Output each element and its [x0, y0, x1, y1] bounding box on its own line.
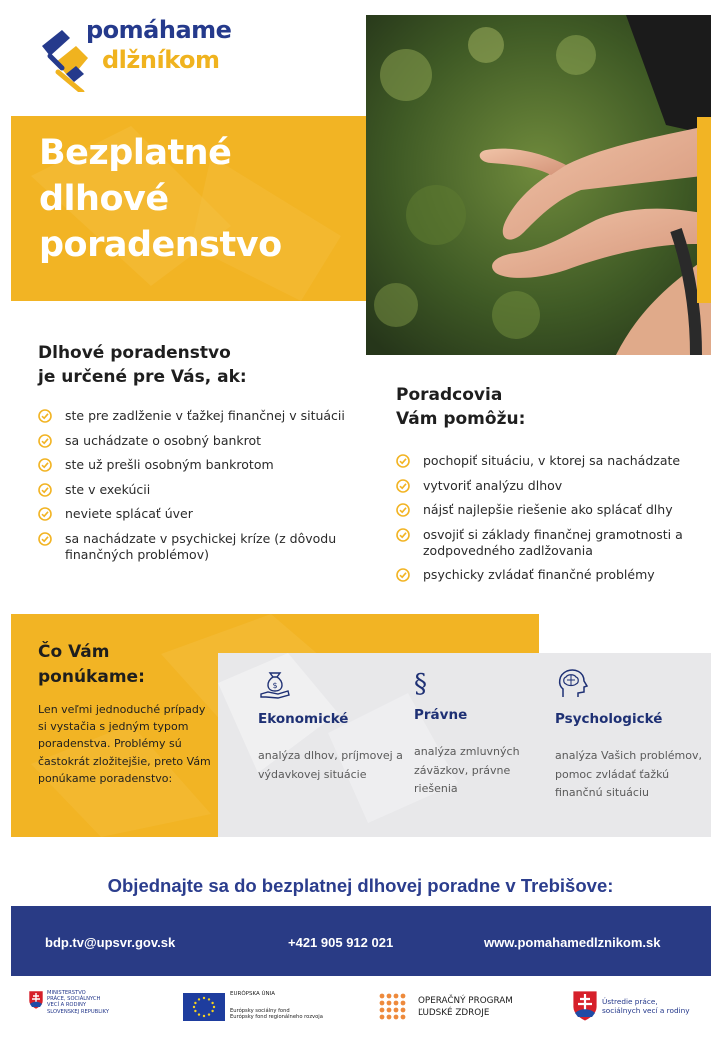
eligibility-title	[38, 341, 338, 389]
check-circle-icon	[396, 528, 410, 542]
hero-title-line: poradenstvo	[39, 225, 282, 265]
contact-bar	[11, 906, 711, 976]
list-item	[396, 502, 706, 518]
check-circle-icon	[38, 458, 52, 472]
advisors-title	[396, 383, 646, 431]
service-heading: Psychologické	[555, 711, 663, 727]
op-name-line: ĽUDSKÉ ZDROJE	[418, 1008, 490, 1018]
list-item-text: sa nachádzate v psychickej kríze (z dôvodu finančných problémov)	[65, 530, 337, 562]
eu-title: EURÓPSKA ÚNIA	[230, 991, 276, 997]
ministry-name	[47, 990, 167, 1015]
service-legal	[414, 667, 544, 799]
offer-title-line: ponúkame:	[38, 667, 145, 687]
check-circle-icon	[396, 454, 410, 468]
list-item-text: psychicky zvládať finančné problémy	[423, 567, 655, 583]
svg-text:$: $	[272, 681, 278, 690]
eligibility-title-line: Dlhové poradenstvo	[38, 343, 231, 363]
list-item	[38, 408, 348, 424]
logo-text-line2: dlžníkom	[102, 46, 220, 74]
eu-funds	[230, 1008, 323, 1020]
logo-text-line1: pomáhame	[86, 16, 232, 44]
contact-website[interactable]: www.pomahamedlznikom.sk	[484, 935, 661, 950]
list-item-text: neviete splácať úver	[65, 506, 193, 522]
contact-phone[interactable]: +421 905 912 021	[288, 935, 394, 950]
ministry-name-line: SLOVENSKEJ REPUBLIKY	[47, 1008, 110, 1015]
eu-fund-line: Európsky fond regionálneho rozvoja	[230, 1014, 323, 1021]
ministry-name-line: VECÍ A RODINY	[47, 1002, 87, 1009]
list-item	[396, 527, 706, 559]
service-economic	[258, 667, 403, 784]
advisors-title-line: Vám pomôžu:	[396, 409, 526, 429]
list-item-text: nájsť najlepšie riešenie ako splácať dlhy	[423, 502, 673, 518]
check-circle-icon	[38, 532, 52, 546]
list-item-text: sa uchádzate o osobný bankrot	[65, 432, 262, 448]
op-name-line: OPERAČNÝ PROGRAM	[418, 996, 513, 1006]
call-to-action: Objednajte sa do bezplatnej dlhovej poradne v Trebišove:	[107, 875, 614, 896]
paragraph-icon: §	[414, 669, 427, 699]
contact-email[interactable]: bdp.tv@upsvr.gov.sk	[45, 935, 176, 950]
list-item-text: osvojiť si základy finančnej gramotnosti a zodpovedného zadlžovania	[423, 526, 683, 558]
op-name	[418, 995, 513, 1019]
list-item-text: pochopiť situáciu, v ktorej sa nachádzate	[423, 453, 681, 468]
service-text: analýza dlhov, príjmovej a výdavkovej situácie	[258, 749, 403, 781]
service-text: analýza zmluvných záväzkov, právne riešenia	[414, 745, 520, 795]
check-circle-icon	[396, 479, 410, 493]
list-item-text: ste už prešli osobným bankrotom	[65, 457, 274, 473]
brand-logo	[36, 14, 266, 94]
service-text: analýza Vašich problémov, pomoc zvládať ťažkú finančnú situáciu	[555, 749, 702, 799]
check-circle-icon	[38, 409, 52, 423]
office-name-line: sociálnych vecí a rodiny	[602, 1006, 690, 1016]
offer-intro: Len veľmi jednoduché prípady si vystačia s jedným typom poradenstva. Problémy sú častokrát zložitejšie, preto Vám ponúkame poradenstvo:	[38, 703, 211, 785]
brain-head-icon	[555, 667, 589, 701]
check-circle-icon	[38, 507, 52, 521]
check-circle-icon	[396, 503, 410, 517]
list-item	[396, 478, 706, 494]
offer-title-line: Čo Vám	[38, 642, 110, 662]
ministry-name-line: PRÁCE, SOCIÁLNYCH	[47, 996, 101, 1003]
eligibility-title-line: je určené pre Vás, ak:	[38, 367, 247, 387]
ministry-name-line: MINISTERSTVO	[47, 990, 86, 996]
service-heading: Právne	[414, 707, 468, 723]
office-name	[602, 997, 712, 1015]
hero-banner	[11, 116, 366, 301]
check-circle-icon	[396, 568, 410, 582]
hands-photo	[366, 15, 711, 355]
hero-title-line: dlhové	[39, 179, 169, 219]
list-item-text: ste v exekúcii	[65, 481, 151, 497]
list-item	[38, 506, 348, 522]
list-item	[396, 453, 706, 469]
eu-fund-line: Európsky sociálny fond	[230, 1008, 290, 1014]
list-item	[38, 457, 348, 473]
check-circle-icon	[38, 434, 52, 448]
list-item	[38, 482, 348, 498]
service-heading: Ekonomické	[258, 711, 349, 727]
check-circle-icon	[38, 483, 52, 497]
list-item-text: vytvoriť analýzu dlhov	[423, 477, 563, 493]
op-dots-icon	[378, 992, 408, 1022]
hero-title	[39, 130, 359, 268]
slovak-crest-icon	[572, 990, 598, 1022]
service-psychological	[555, 667, 705, 803]
eu-flag-icon	[183, 993, 225, 1021]
advisors-title-line: Poradcovia	[396, 385, 503, 405]
office-name-line: Ústredie práce,	[602, 997, 658, 1006]
eligibility-list	[38, 408, 348, 572]
offer-title	[38, 640, 188, 690]
list-item-text: ste pre zadlženie v ťažkej finančnej v situácii	[65, 408, 345, 423]
list-item	[38, 433, 348, 449]
money-bag-hand-icon	[258, 667, 292, 701]
hero-title-line: Bezplatné	[39, 133, 232, 173]
slovak-crest-icon	[28, 990, 44, 1010]
list-item	[38, 531, 348, 563]
list-item	[396, 567, 706, 583]
advisors-list	[396, 453, 706, 592]
